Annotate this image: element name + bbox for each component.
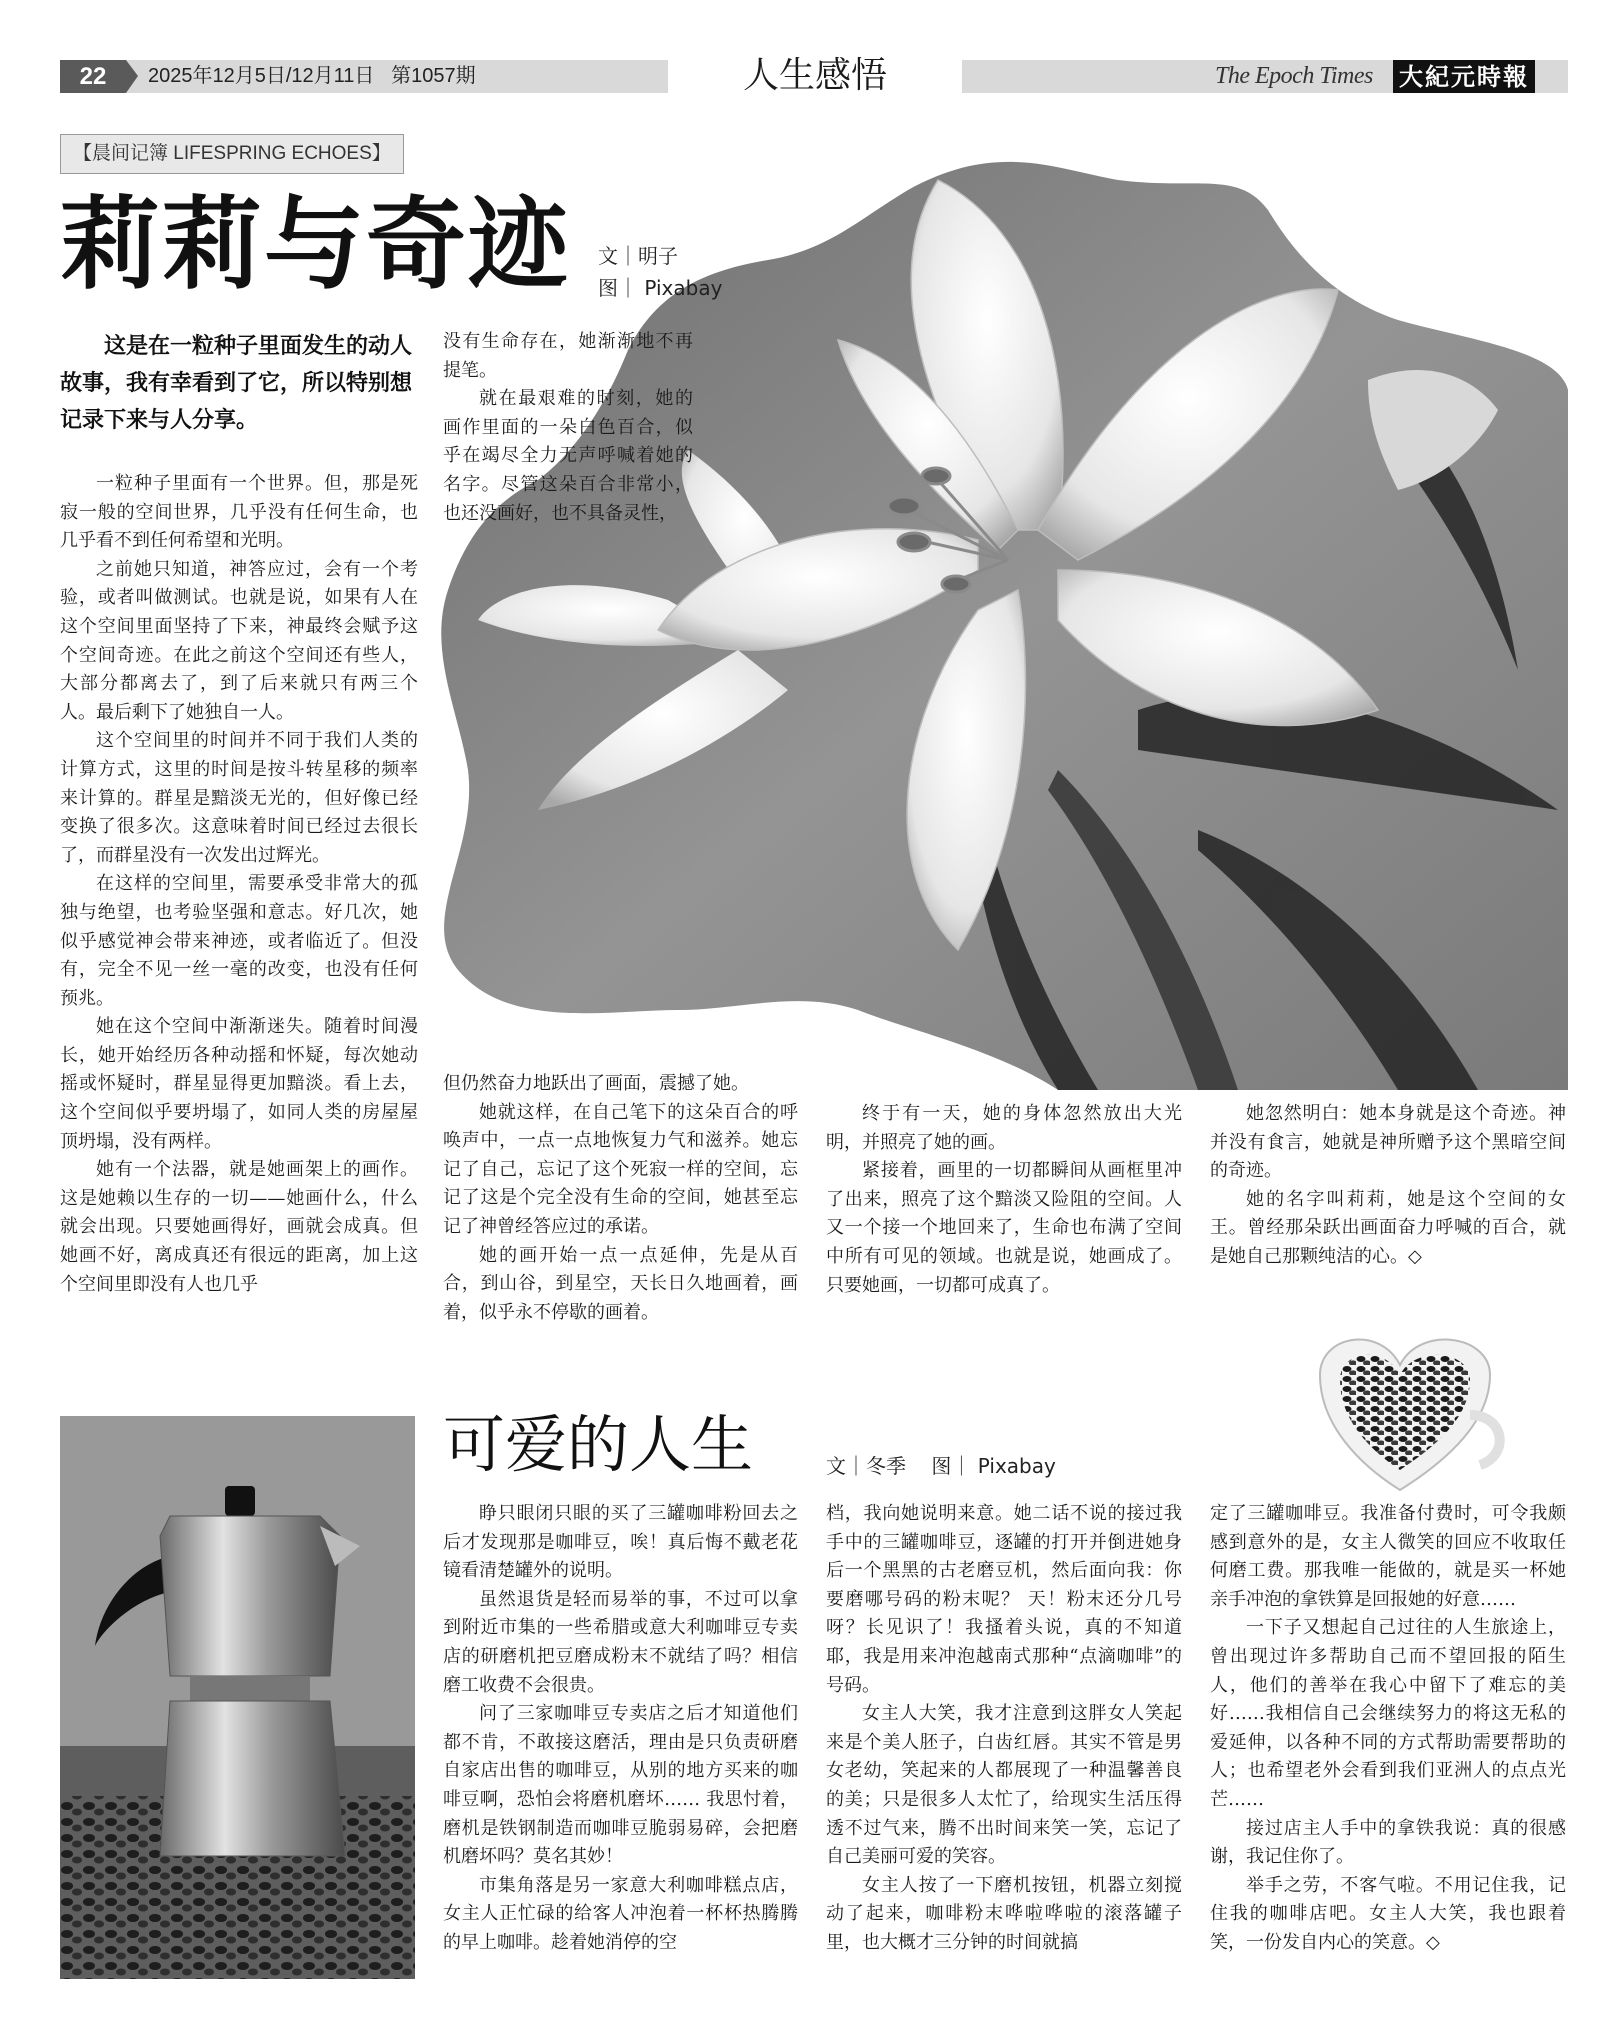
moka-pot-base — [160, 1701, 345, 1856]
article2-column-3 — [1210, 1500, 1566, 1958]
paragraph: 没有生命存在，她渐渐地不再提笔。 — [443, 331, 693, 381]
page-number-arrow — [126, 60, 138, 93]
paragraph: 这个空间里的时间并不同于我们人类的计算方式，这里的时间是按斗转星移的频率来计算的。群星是黯淡无光的，但好像已经变换了很多次。这意味着时间已经过去很长了，而群星没有一次发出过辉光。 — [60, 730, 418, 866]
article1-lead: 这是在一粒种子里面发生的动人故事，我有幸看到了它，所以特别想记录下来与人分享。 — [60, 334, 413, 433]
article2-byline: 文｜冬季 图｜ Pixabay — [826, 1454, 1056, 1478]
paragraph: 她忽然明白：她本身就是这个奇迹。神并没有食言，她就是神所赠予这个黑暗空间的奇迹。 — [1210, 1103, 1566, 1182]
paragraph: 她在这个空间中渐渐迷失。随着时间漫长，她开始经历各种动摇和怀疑，每次她动摇或怀疑时，群星显得更加黯淡。看上去，这个空间似乎要坍塌了，如同人类的房屋屋顶坍塌，没有两样。 — [60, 1016, 418, 1152]
section-title: 人生感悟 — [742, 55, 887, 96]
paragraph: 紧接着，画里的一切都瞬间从画框里冲了出来，照亮了这个黯淡又险阻的空间。人又一个接一个地回来了，生命也布满了空间中所有可见的领域。也就是说，她画成了。只要她画，一切都可成真了。 — [826, 1160, 1182, 1296]
article2-column-2 — [826, 1500, 1182, 1958]
paragraph: 她的画开始一点一点延伸，先是从百合，到山谷，到星空，天长日久地画着，画着，似乎永不停歇的画着。 — [443, 1244, 798, 1323]
paragraph: 女主人大笑，我才注意到这胖女人笑起来是个美人胚子，白齿红唇。其实不管是男女老幼，笑起来的人都展现了一种温馨善良的美；只是很多人太忙了，给现实生活压得透不过气来，腾不出时间来笑一笑，忘记了自己美丽可爱的笑容。 — [826, 1703, 1182, 1868]
paragraph: 她就这样，在自己笔下的这朵百合的呼唤声中，一点一点地恢复力气和滋养。她忘记了自己，忘记了这个死寂一样的空间，忘记了这是个完全没有生命的空间，她甚至忘记了神曾经答应过的承诺。 — [443, 1101, 798, 1237]
moka-pot-image — [60, 1416, 415, 1979]
paragraph: 她有一个法器，就是她画架上的画作。这是她赖以生存的一切——她画什么，什么就会出现。只要她画得好，画就会成真。但她画不好，离成真还有很远的距离，加上这个空间里即没有人也几乎 — [60, 1159, 418, 1295]
paragraph: 她的名字叫莉莉，她是这个空间的女王。曾经那朵跃出画面奋力呼喊的百合，就是她自己那颗纯洁的心。◇ — [1210, 1188, 1566, 1267]
article1-column-3 — [826, 1100, 1182, 1300]
issue-date: 2025年12月5日/12月11日 第1057期 — [148, 65, 476, 87]
paragraph: 档，我向她说明来意。她二话不说的接过我手中的三罐咖啡豆，逐罐的打开并倒进她身后一个黑黑的古老磨豆机，然后面向我：你要磨哪号码的粉末呢？ 天！粉末还分几号呀？长见识了！我搔着头说，真的不知道耶，我是用来冲泡越南式那种“点滴咖啡”的号码。 — [826, 1503, 1182, 1696]
masthead-english: The Epoch Times — [1215, 63, 1373, 89]
article-title-lily: 莉莉与奇迹 — [60, 186, 570, 303]
article1-author: 文｜明子 — [598, 244, 678, 268]
article1-column-2-top — [443, 328, 693, 528]
paragraph: 终于有一天，她的身体忽然放出大光明，并照亮了她的画。 — [826, 1103, 1182, 1153]
article1-column-1 — [60, 470, 418, 1299]
paragraph: 一下子又想起自己过往的人生旅途上，曾出现过许多帮助自己而不望回报的陌生人，他们的善举在我心中留下了难忘的美好……我相信自己会继续努力的将这无私的爱延伸，以各种不同的方式帮助需要帮助的人；也希望老外会看到我们亚洲人的点点光芒…… — [1210, 1617, 1566, 1810]
paragraph: 定了三罐咖啡豆。我准备付费时，可令我颇感到意外的是，女主人微笑的回应不收取任何磨工费。那我唯一能做的，就是买一杯她亲手冲泡的拿铁算是回报她的好意…… — [1210, 1503, 1566, 1610]
article1-photo-credit: 图｜ Pixabay — [598, 276, 723, 300]
article1-column-4 — [1210, 1100, 1566, 1272]
paragraph: 市集角落是另一家意大利咖啡糕点店，女主人正忙碌的给客人冲泡着一杯杯热腾腾的早上咖啡。趁着她消停的空 — [443, 1874, 798, 1953]
paragraph: 但仍然奋力地跃出了画面，震撼了她。 — [443, 1073, 749, 1094]
page-number: 22 — [60, 60, 126, 93]
paragraph: 睁只眼闭只眼的买了三罐咖啡粉回去之后才发现那是咖啡豆，唉！真后悔不戴老花镜看清楚罐外的说明。 — [443, 1503, 798, 1582]
paragraph: 问了三家咖啡豆专卖店之后才知道他们都不肯，不敢接这磨活，理由是只负责研磨自家店出售的咖啡豆，从别的地方买来的咖啡豆啊，恐怕会将磨机磨坏…… 我思忖着，磨机是铁钢制造而咖啡豆脆弱易碎，会把磨机磨坏吗？莫名其妙！ — [443, 1703, 798, 1868]
column-tag: 【晨间记簿 LIFESPRING ECHOES】 — [60, 134, 404, 174]
paragraph: 在这样的空间里，需要承受非常大的孤独与绝望，也考验坚强和意志。好几次，她似乎感觉神会带来神迹，或者临近了。但没有，完全不见一丝一毫的改变，也没有任何预兆。 — [60, 873, 418, 1009]
article1-column-2-bottom — [443, 1070, 798, 1327]
moka-pot-top — [160, 1516, 340, 1676]
paragraph: 一粒种子里面有一个世界。但，那是死寂一般的空间世界，几乎没有任何生命，也几乎看不到任何希望和光明。 — [60, 473, 418, 552]
article-title-lovely-life: 可爱的人生 — [443, 1408, 754, 1481]
article2-column-1 — [443, 1500, 798, 1958]
heart-coffee-cup-image — [1300, 1325, 1510, 1495]
paragraph: 接过店主人手中的拿铁我说：真的很感谢，我记住你了。 — [1210, 1817, 1566, 1868]
paragraph: 举手之劳，不客气啦。不用记住我，记住我的咖啡店吧。女主人大笑，我也跟着笑，一份发自内心的笑意。◇ — [1210, 1874, 1566, 1953]
paragraph: 女主人按了一下磨机按钮，机器立刻搅动了起来，咖啡粉末哗啦哗啦的滚落罐子里，也大概才三分钟的时间就搞 — [826, 1874, 1182, 1953]
paragraph: 之前她只知道，神答应过，会有一个考验，或者叫做测试。也就是说，如果有人在这个空间里面坚持了下来，神最终会赋予这个空间奇迹。在此之前这个空间还有些人，大部分都离去了，到了后来就只有两三个人。最后剩下了她独自一人。 — [60, 558, 418, 723]
paragraph: 虽然退货是轻而易举的事，不过可以拿到附近市集的一些希腊或意大利咖啡豆专卖店的研磨机把豆磨成粉末不就结了吗？相信磨工收费不会很贵。 — [443, 1588, 798, 1696]
paragraph: 就在最艰难的时刻，她的画作里面的一朵白色百合，似乎在竭尽全力无声呼喊着她的名字。尽管这朵百合非常小，也还没画好，也不具备灵性， — [443, 388, 693, 524]
masthead-chinese-logo: 大紀元時報 — [1393, 60, 1535, 93]
